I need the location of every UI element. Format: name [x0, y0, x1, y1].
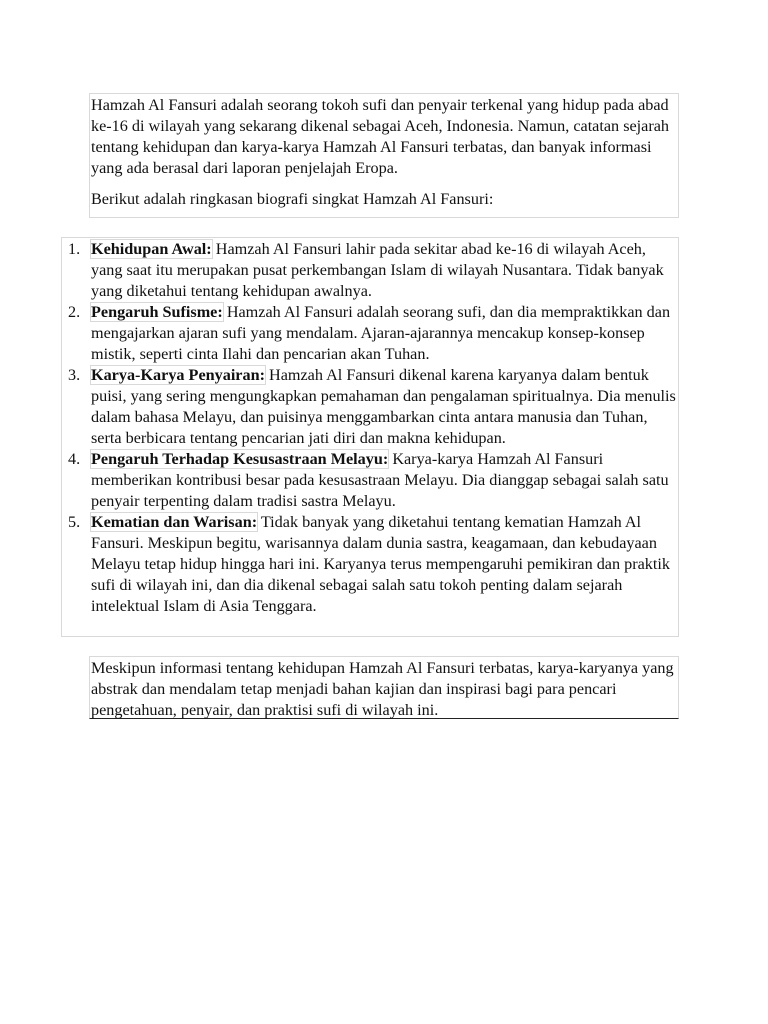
list-item-text: Hamzah Al Fansuri adalah seorang sufi, dan dia mempraktikkan dan mengajarkan ajaran sufi yang mendalam. Ajaran-ajarannya mencakup konsep-konsep mistik, seperti cinta Ilahi dan pencarian akan Tuhan.: [91, 303, 671, 363]
list-item: [62, 365, 678, 449]
list-item-text: Hamzah Al Fansuri dikenal karena karyanya dalam bentuk puisi, yang sering mengungkapkan pemahaman dan pengalaman spiritualnya. Dia menulis dalam bahasa Melayu, dan puisinya menggambarkan cinta antara manusia dan Tuhan, serta berbicara tentang pencarian jati diri dan makna kehidupan.: [91, 366, 676, 447]
biography-list-section: [61, 237, 679, 637]
list-item: [62, 449, 678, 512]
intro-paragraph: Hamzah Al Fansuri adalah seorang tokoh sufi dan penyair terkenal yang hidup pada abad ke-16 di wilayah yang sekarang dikenal sebagai Aceh, Indonesia. Namun, catatan sejarah tentang kehidupan dan karya-karya Hamzah Al Fansuri terbatas, dan banyak informasi yang ada berasal dari laporan penjelajah Eropa.: [91, 96, 670, 177]
closing-paragraph: Meskipun informasi tentang kehidupan Hamzah Al Fansuri terbatas, karya-karyanya yang abstrak dan mendalam tetap menjadi bahan kajian dan inspirasi bagi para pencari pengetahuan, penyair, dan praktisi sufi di wilayah ini.: [91, 659, 674, 719]
list-item-term: Kematian dan Warisan:: [91, 513, 258, 531]
intro-section: [89, 93, 679, 218]
list-item: [62, 512, 678, 617]
list-item-term: Pengaruh Sufisme:: [91, 303, 223, 321]
intro-summary-line: Berikut adalah ringkasan biografi singkat Hamzah Al Fansuri:: [91, 190, 494, 208]
list-item-text: Hamzah Al Fansuri lahir pada sekitar abad ke-16 di wilayah Aceh, yang saat itu merupakan pusat perkembangan Islam di wilayah Nusantara. Tidak banyak yang diketahui tentang kehidupan awalnya.: [91, 240, 664, 300]
list-item-number: 5.: [68, 513, 81, 531]
list-item-text: Karya-karya Hamzah Al Fansuri memberikan kontribusi besar pada kesusastraan Melayu. Dia dianggap sebagai salah satu penyair terpenting dalam tradisi sastra Melayu.: [91, 450, 669, 510]
list-item-number: 1.: [68, 240, 81, 258]
list-item-term: Pengaruh Terhadap Kesusastraan Melayu:: [91, 450, 389, 468]
list-item-term: Karya-Karya Penyairan:: [91, 366, 265, 384]
list-item-text: Tidak banyak yang diketahui tentang kematian Hamzah Al Fansuri. Meskipun begitu, warisannya dalam dunia sastra, keagamaan, dan kebudayaan Melayu tetap hidup hingga hari ini. Karyanya terus mempengaruhi pemikiran dan praktik sufi di wilayah ini, dan dia dikenal sebagai salah satu tokoh penting dalam sejarah intelektual Islam di Asia Tenggara.: [91, 513, 670, 615]
closing-section: [89, 656, 679, 719]
list-item-number: 4.: [68, 450, 81, 468]
list-item: [62, 239, 678, 302]
list-item-term: Kehidupan Awal:: [91, 240, 212, 258]
list-item-number: 2.: [68, 303, 81, 321]
list-item-number: 3.: [68, 366, 81, 384]
biography-list: [62, 239, 678, 617]
list-item: [62, 302, 678, 365]
